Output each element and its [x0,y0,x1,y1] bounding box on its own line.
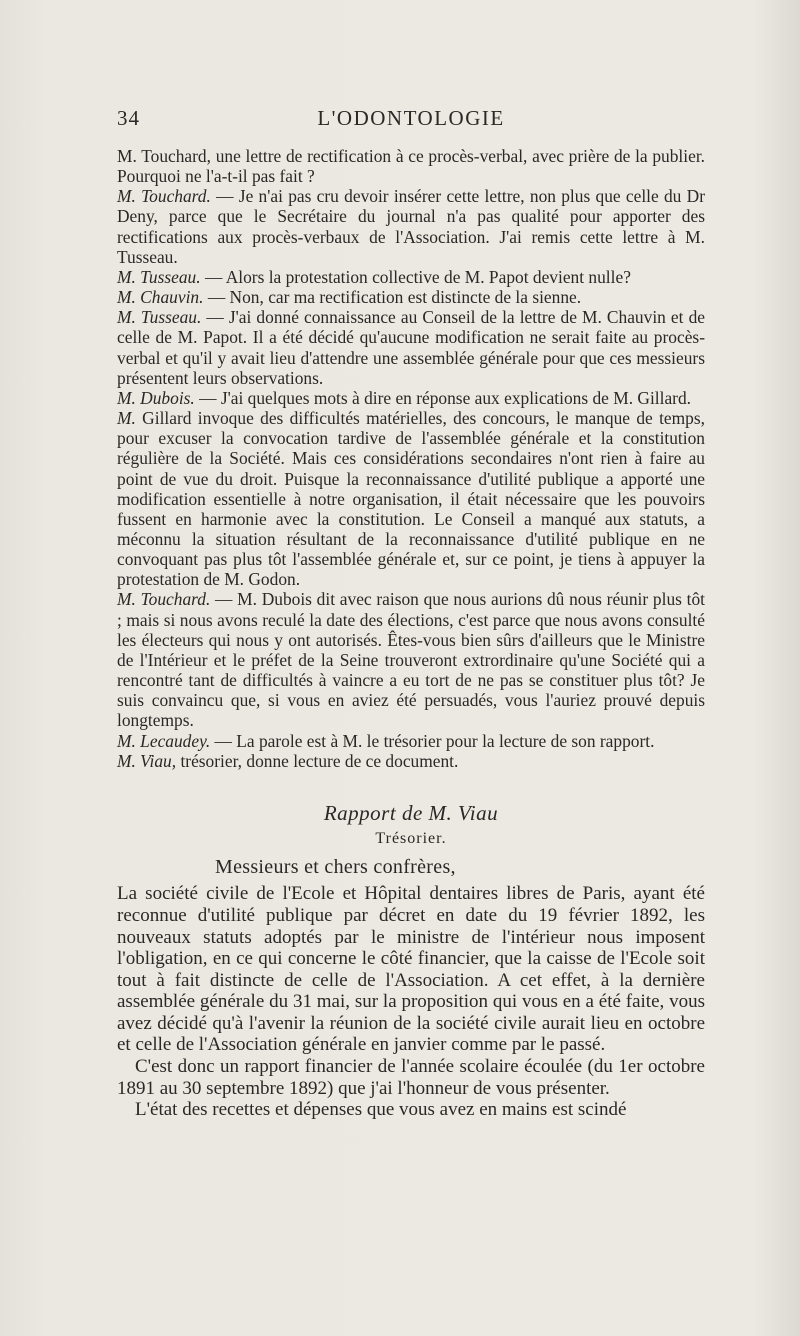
speaker-name: M. Tusseau. [117,266,201,287]
report-paragraph: C'est donc un rapport financier de l'année scolaire écoulée (du 1er octobre 1891 au 30 septembre 1892) que j'ai l'honneur de vous présenter. [117,1056,705,1099]
page-number: 34 [117,106,140,130]
paragraph [117,287,705,307]
paragraph [117,307,705,388]
report-body [117,883,705,1121]
speaker-name: M. Viau, [117,750,177,771]
section-subtitle: Trésorier. [375,830,447,847]
paragraph [117,408,705,589]
speaker-name: M. Chauvin. [117,287,204,308]
paragraph-text: — La parole est à M. le trésorier pour la lecture de son rapport. [210,730,655,751]
paragraph-text: — Non, car ma rectification est distincte de la sienne. [203,287,582,308]
paragraph-text: — Alors la protestation collective de M. Papot devient nulle? [200,266,631,287]
page-header [117,106,705,140]
speaker-name: M. [117,408,136,429]
speaker-name: M. Touchard. [117,186,211,207]
paragraph [117,388,705,408]
section-title: Rapport de M. Viau [323,800,499,825]
paragraph [117,267,705,287]
speaker-name: M. Dubois. [117,387,195,408]
report-paragraph: L'état des recettes et dépenses que vous avez en mains est scindé [135,1099,627,1121]
report-paragraph: La société civile de l'Ecole et Hôpital dentaires libres de Paris, ayant été reconnue d'utilité publique par décret en date du 19 février 1892, les nouveaux statuts adoptés par le ministre de l'intérieur nous imposent l'obligation, en ce qui concerne le côté financier, que la caisse de l'Ecole soit tout à fait distincte de celle de l'Association. A cet effet, à la dernière assemblée générale du 31 mai, sur la proposition qui vous en a été faite, vous avez décidé qu'à l'avenir la réunion de la société civile aurait lieu en octobre et celle de l'Association générale en janvier comme par le passé. [117,883,705,1056]
paragraph-text: — J'ai donné connaissance au Conseil de la lettre de M. Chauvin et de celle de M. Papot. Il a été décidé qu'aucune modification ne serait faite au procès-verbal et qu'il y avait lieu d'attendre une assemblée générale pour que ces messieurs présentent leurs observations. [117,307,705,388]
paragraph-text: — Je n'ai pas cru devoir insérer cette lettre, non plus que celle du Dr Deny, parce que le Secrétaire du journal n'a pas qualité pour apporter des rectifications aux procès-verbaux de l'Association. J'ai remis cette lettre à M. Tusseau. [117,186,705,267]
body-text [117,146,705,1121]
paragraph-text: trésorier, donne lecture de ce document. [176,750,459,771]
speaker-name: M. Tusseau. [117,307,202,328]
paragraph-text: Gillard invoque des difficultés matérielles, des concours, le manque de temps, pour excuser la convocation tardive de l'assemblée générale et la constitution régulière de la Société. Mais ces considérations secondaires n'ont rien à faire au point de vue du droit. Puisque la reconnaissance d'utilité publique a apporté une modification essentielle à notre organisation, il était nécessaire que les pouvoirs fussent en harmonie avec la constitution. Le Conseil a manqué aux statuts, a méconnu la situation résultant de la reconnaissance d'utilité publique en ne convoquant pas plus tôt l'assemblée générale et, sur ce point, je tiens à appuyer la protestation de M. Godon. [117,408,705,590]
paragraph-text: — J'ai quelques mots à dire en réponse aux explications de M. Gillard. [194,387,692,408]
paragraph [117,186,705,267]
paragraph-text: — M. Dubois dit avec raison que nous aurions dû nous réunir plus tôt ; mais si nous avons reculé la date des élections, c'est parce que nous avons consulté les électeurs qui nous y ont autorisés. Êtes-vous bien sûrs d'ailleurs que le Ministre de l'Intérieur et le préfet de la Seine trouveront extrordinaire qu'une Société qui a rencontré tant de difficultés à vaincre a eu tort de ne pas se constituer plus tôt? Je suis convaincu que, si vous en aviez été persuadés, vous l'auriez prouvé depuis longtemps. [117,589,705,731]
paragraph-text: M. Touchard, une lettre de rectification à ce procès-verbal, avec prière de la publier. Pourquoi ne l'a-t-il pas fait ? [117,146,705,187]
paragraph [117,146,705,186]
running-title: L'ODONTOLOGIE [317,106,505,130]
salutation: Messieurs et chers confrères, [215,856,456,879]
paragraph [117,589,705,730]
speaker-name: M. Lecaudey. [117,730,211,751]
paragraph [117,731,705,751]
paragraph [117,751,705,771]
speaker-name: M. Touchard. [117,589,211,610]
